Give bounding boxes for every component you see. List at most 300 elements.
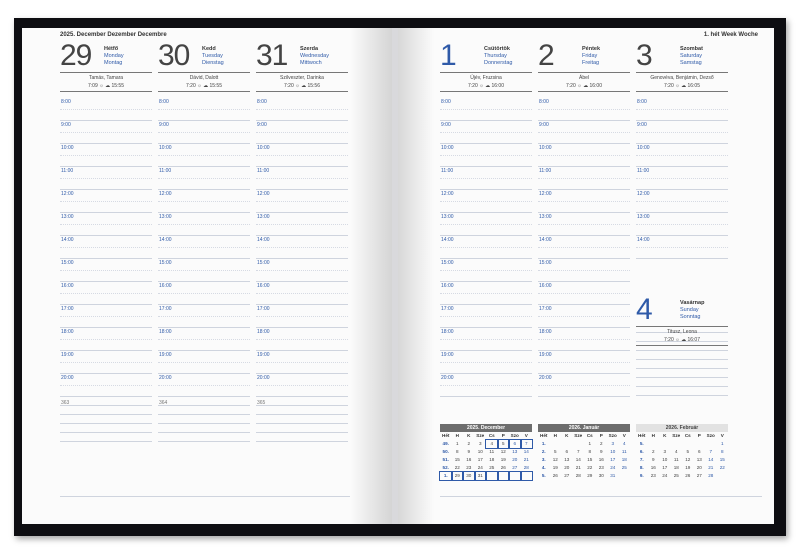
- day-header: [636, 39, 728, 72]
- hour-row[interactable]: [256, 236, 348, 259]
- hour-row[interactable]: [256, 213, 348, 236]
- calendar-day[interactable]: 31: [475, 472, 487, 480]
- calendar-day[interactable]: [498, 472, 510, 480]
- calendar-day[interactable]: [648, 440, 660, 448]
- calendar-day[interactable]: 26: [552, 473, 558, 478]
- half-hour-line: [256, 316, 348, 317]
- hour-row[interactable]: [440, 374, 532, 397]
- hour-row[interactable]: [256, 259, 348, 282]
- calendar-day[interactable]: 49.: [442, 441, 449, 446]
- calendar-day[interactable]: 12: [685, 457, 691, 462]
- hour-label: 12:00: [159, 191, 172, 197]
- calendar-day[interactable]: 7.: [639, 457, 644, 462]
- calendar-weekday: V: [622, 433, 626, 438]
- hour-row[interactable]: [158, 213, 250, 236]
- half-hour-line: [158, 201, 250, 202]
- hour-label: 20:00: [441, 375, 454, 381]
- calendar-day[interactable]: 29: [452, 472, 464, 480]
- hour-row[interactable]: [60, 328, 152, 351]
- left-bottom-line: [60, 496, 350, 497]
- hour-row[interactable]: [636, 213, 728, 236]
- hour-row[interactable]: [440, 144, 532, 167]
- calendar-day[interactable]: 25: [489, 465, 495, 470]
- note-line[interactable]: [636, 351, 728, 360]
- calendar-day[interactable]: 22: [587, 465, 593, 470]
- note-line[interactable]: [158, 433, 250, 442]
- calendar-day[interactable]: 1: [455, 441, 459, 446]
- day-name-en: Thursday: [484, 53, 507, 59]
- half-hour-line: [538, 362, 630, 363]
- note-line[interactable]: [60, 433, 152, 442]
- hour-row[interactable]: [158, 144, 250, 167]
- week-header: 1. hét Week Woche: [703, 32, 758, 38]
- calendar-day[interactable]: 21: [523, 457, 529, 462]
- calendar-day[interactable]: 3.: [541, 457, 546, 462]
- mini-calendar-title: 2026. Január: [538, 424, 630, 432]
- note-line[interactable]: [636, 378, 728, 387]
- calendar-day[interactable]: [509, 472, 521, 480]
- day-names: [104, 46, 124, 67]
- hour-label: 13:00: [637, 214, 650, 220]
- calendar-day[interactable]: 23: [650, 473, 656, 478]
- calendar-day[interactable]: 18: [489, 457, 495, 462]
- calendar-day[interactable]: 22: [454, 465, 460, 470]
- calendar-day[interactable]: 5: [553, 449, 557, 454]
- hour-row[interactable]: [256, 282, 348, 305]
- note-line[interactable]: [60, 415, 152, 424]
- note-line[interactable]: [256, 433, 348, 442]
- hour-row[interactable]: [440, 121, 532, 144]
- calendar-day[interactable]: [521, 472, 533, 480]
- note-line[interactable]: [636, 387, 728, 396]
- hour-row[interactable]: [440, 305, 532, 328]
- hour-row[interactable]: [440, 167, 532, 190]
- half-hour-line: [60, 247, 152, 248]
- half-hour-line: [256, 270, 348, 271]
- calendar-day[interactable]: 18: [673, 465, 679, 470]
- hour-row[interactable]: [256, 121, 348, 144]
- day-name-en: Sunday: [680, 307, 699, 313]
- calendar-day[interactable]: 10: [662, 457, 668, 462]
- calendar-day[interactable]: 4: [674, 449, 678, 454]
- day-column: [636, 39, 728, 259]
- hour-row[interactable]: [60, 305, 152, 328]
- hour-row[interactable]: [60, 144, 152, 167]
- calendar-day[interactable]: 5.: [541, 473, 546, 478]
- calendar-day[interactable]: 17: [662, 465, 668, 470]
- hour-label: 12:00: [61, 191, 74, 197]
- hour-row[interactable]: [60, 259, 152, 282]
- half-hour-line: [60, 316, 152, 317]
- half-hour-line: [440, 132, 532, 133]
- calendar-day[interactable]: 17: [610, 457, 616, 462]
- calendar-weekday: P: [501, 433, 505, 438]
- mini-calendar: [440, 424, 532, 480]
- calendar-day[interactable]: 6: [697, 449, 701, 454]
- day-name-de: Sonntag: [680, 314, 701, 320]
- hour-row[interactable]: [60, 282, 152, 305]
- hour-row[interactable]: [158, 236, 250, 259]
- hour-row[interactable]: [538, 121, 630, 144]
- half-hour-line: [158, 132, 250, 133]
- sunrise-sunset: 7:20 ☼ ☁ 16:07: [636, 337, 728, 346]
- hour-row[interactable]: [60, 167, 152, 190]
- day-names: [202, 46, 224, 67]
- calendar-day[interactable]: 4: [486, 440, 498, 448]
- calendar-day[interactable]: 15: [454, 457, 460, 462]
- hour-label: 17:00: [159, 306, 172, 312]
- calendar-day[interactable]: [694, 440, 706, 448]
- calendar-day[interactable]: 13: [696, 457, 702, 462]
- hour-row[interactable]: [60, 351, 152, 374]
- half-hour-line: [440, 247, 532, 248]
- calendar-day[interactable]: [573, 440, 585, 448]
- hour-row[interactable]: [440, 98, 532, 121]
- calendar-day[interactable]: 20: [696, 465, 702, 470]
- half-hour-line: [256, 385, 348, 386]
- hour-row[interactable]: [60, 121, 152, 144]
- calendar-day[interactable]: 9: [467, 449, 471, 454]
- hour-row[interactable]: [538, 374, 630, 397]
- hour-row[interactable]: [256, 328, 348, 351]
- hour-row[interactable]: [538, 144, 630, 167]
- hour-row[interactable]: [60, 374, 152, 397]
- calendar-day[interactable]: 1: [588, 441, 592, 446]
- hour-row[interactable]: [256, 374, 348, 397]
- hour-row[interactable]: [60, 98, 152, 121]
- calendar-day[interactable]: [717, 472, 729, 480]
- hour-row[interactable]: [60, 213, 152, 236]
- calendar-day[interactable]: 14: [523, 449, 529, 454]
- calendar-day[interactable]: 6: [509, 440, 521, 448]
- day-column: [538, 39, 630, 397]
- calendar-day[interactable]: 2.: [541, 449, 546, 454]
- calendar-weekday: P: [697, 433, 701, 438]
- nameday: Újév, Fruzsina: [440, 72, 532, 83]
- calendar-day[interactable]: 2: [651, 449, 655, 454]
- calendar-day[interactable]: 5: [498, 440, 510, 448]
- hour-row[interactable]: [256, 144, 348, 167]
- calendar-day[interactable]: [561, 440, 573, 448]
- calendar-day[interactable]: 25: [673, 473, 679, 478]
- calendar-day[interactable]: 22: [719, 465, 725, 470]
- hour-row[interactable]: [256, 351, 348, 374]
- day-name-en: Wednesday: [300, 53, 329, 59]
- hour-label: 9:00: [539, 122, 549, 128]
- half-hour-line: [636, 155, 728, 156]
- calendar-day[interactable]: 1.: [440, 472, 452, 480]
- calendar-day[interactable]: 21: [575, 465, 581, 470]
- half-hour-line: [60, 178, 152, 179]
- calendar-day[interactable]: 31: [610, 473, 616, 478]
- hour-label: 14:00: [61, 237, 74, 243]
- hour-row[interactable]: [158, 328, 250, 351]
- hour-row[interactable]: [636, 98, 728, 121]
- calendar-day[interactable]: 17: [477, 457, 483, 462]
- hour-row[interactable]: [158, 98, 250, 121]
- calendar-day[interactable]: 20: [564, 465, 570, 470]
- mini-calendar: [636, 424, 728, 480]
- hour-row[interactable]: [440, 351, 532, 374]
- calendar-day[interactable]: [671, 440, 683, 448]
- calendar-day[interactable]: [619, 472, 631, 480]
- hour-row[interactable]: [636, 121, 728, 144]
- calendar-weekday: Szo: [510, 433, 519, 438]
- calendar-day[interactable]: 12: [500, 449, 506, 454]
- calendar-weekday: Sze: [574, 433, 583, 438]
- hour-row[interactable]: [636, 167, 728, 190]
- calendar-day[interactable]: 4: [622, 441, 626, 446]
- half-hour-line: [440, 293, 532, 294]
- hour-row[interactable]: [538, 167, 630, 190]
- half-hour-line: [538, 224, 630, 225]
- half-hour-line: [60, 293, 152, 294]
- note-line[interactable]: [158, 424, 250, 433]
- calendar-day[interactable]: 8.: [639, 465, 644, 470]
- half-hour-line: [158, 224, 250, 225]
- hour-label: 19:00: [61, 352, 74, 358]
- calendar-day[interactable]: 28: [523, 465, 529, 470]
- mini-calendar-title: 2025. December: [440, 424, 532, 432]
- calendar-day[interactable]: 13: [512, 449, 518, 454]
- hour-row[interactable]: [158, 259, 250, 282]
- calendar-day[interactable]: 10: [610, 449, 616, 454]
- note-line[interactable]: [158, 415, 250, 424]
- day-name-de: Montag: [104, 60, 123, 66]
- calendar-day[interactable]: 24: [477, 465, 483, 470]
- calendar-day[interactable]: 19: [500, 457, 506, 462]
- half-hour-line: [256, 247, 348, 248]
- calendar-day[interactable]: 50.: [442, 449, 449, 454]
- calendar-day[interactable]: 6.: [639, 449, 644, 454]
- calendar-day[interactable]: 5.: [639, 441, 644, 446]
- note-line[interactable]: [256, 424, 348, 433]
- calendar-day[interactable]: 28: [708, 473, 714, 478]
- nameday: Titusz, Leona: [636, 326, 728, 337]
- hour-row[interactable]: [256, 305, 348, 328]
- calendar-day[interactable]: 8: [720, 449, 724, 454]
- calendar-day[interactable]: 6: [565, 449, 569, 454]
- note-line[interactable]: [60, 424, 152, 433]
- calendar-day[interactable]: [659, 440, 671, 448]
- calendar-day[interactable]: 9.: [639, 473, 644, 478]
- calendar-day[interactable]: 23: [466, 465, 472, 470]
- hour-row[interactable]: [538, 236, 630, 259]
- hour-row[interactable]: [158, 282, 250, 305]
- hour-row[interactable]: [256, 190, 348, 213]
- calendar-day[interactable]: 12: [552, 457, 558, 462]
- calendar-day[interactable]: 27: [512, 465, 518, 470]
- note-line[interactable]: [256, 406, 348, 415]
- calendar-day[interactable]: 52.: [442, 465, 449, 470]
- hour-row[interactable]: [440, 259, 532, 282]
- hour-row[interactable]: [60, 190, 152, 213]
- hour-row[interactable]: [538, 282, 630, 305]
- hour-row[interactable]: [158, 121, 250, 144]
- calendar-day[interactable]: 25: [621, 465, 627, 470]
- hour-row[interactable]: [538, 351, 630, 374]
- hour-label: 9:00: [257, 122, 267, 128]
- calendar-day[interactable]: 3: [611, 441, 615, 446]
- hour-label: 16:00: [159, 283, 172, 289]
- hour-label: 14:00: [539, 237, 552, 243]
- calendar-day[interactable]: 1: [720, 441, 724, 446]
- calendar-day[interactable]: [682, 440, 694, 448]
- nameday: Tamás, Tamara: [60, 72, 152, 83]
- calendar-day[interactable]: 30: [598, 473, 604, 478]
- day-name-de: Donnerstag: [484, 60, 513, 66]
- calendar-day[interactable]: 15: [719, 457, 725, 462]
- hour-row[interactable]: [538, 305, 630, 328]
- calendar-day[interactable]: 30: [463, 472, 475, 480]
- hour-row[interactable]: [440, 213, 532, 236]
- calendar-day[interactable]: 20: [512, 457, 518, 462]
- calendar-day[interactable]: [550, 440, 562, 448]
- hour-label: 16:00: [441, 283, 454, 289]
- half-hour-line: [538, 201, 630, 202]
- calendar-day[interactable]: 10: [477, 449, 483, 454]
- hour-row[interactable]: [538, 328, 630, 351]
- half-hour-line: [538, 109, 630, 110]
- note-line[interactable]: [636, 369, 728, 378]
- hour-label: 19:00: [257, 352, 270, 358]
- calendar-weekday: H: [553, 433, 557, 438]
- hour-row[interactable]: [158, 374, 250, 397]
- day-header: [538, 39, 630, 72]
- half-hour-line: [60, 385, 152, 386]
- hour-row[interactable]: [636, 144, 728, 167]
- note-line[interactable]: [636, 360, 728, 369]
- hour-label: 16:00: [61, 283, 74, 289]
- hour-row[interactable]: [538, 213, 630, 236]
- hour-row[interactable]: [158, 305, 250, 328]
- calendar-day[interactable]: 27: [696, 473, 702, 478]
- calendar-day[interactable]: 16: [650, 465, 656, 470]
- calendar-day[interactable]: 2: [599, 441, 603, 446]
- calendar-day[interactable]: 19: [685, 465, 691, 470]
- hour-row[interactable]: [538, 259, 630, 282]
- calendar-day[interactable]: 7: [576, 449, 580, 454]
- day-name-en: Monday: [104, 53, 124, 59]
- calendar-day[interactable]: 3: [478, 441, 482, 446]
- calendar-day[interactable]: 14: [575, 457, 581, 462]
- calendar-day[interactable]: 11: [673, 457, 679, 462]
- half-hour-line: [538, 339, 630, 340]
- hour-row[interactable]: [538, 98, 630, 121]
- calendar-day[interactable]: 8: [455, 449, 459, 454]
- calendar-day[interactable]: 11: [489, 449, 495, 454]
- calendar-day[interactable]: 2: [467, 441, 471, 446]
- calendar-day[interactable]: 18: [621, 457, 627, 462]
- calendar-day[interactable]: 24: [662, 473, 668, 478]
- half-hour-line: [440, 178, 532, 179]
- calendar-day[interactable]: 9: [651, 457, 655, 462]
- calendar-weekday: Cs: [684, 433, 691, 438]
- note-line[interactable]: [256, 415, 348, 424]
- half-hour-line: [440, 362, 532, 363]
- calendar-day[interactable]: 1.: [541, 441, 546, 446]
- calendar-day[interactable]: [705, 440, 717, 448]
- calendar-day[interactable]: 23: [598, 465, 604, 470]
- calendar-weekday: K: [663, 433, 667, 438]
- day-column: [60, 39, 152, 442]
- calendar-weekday: Szo: [608, 433, 617, 438]
- calendar-day[interactable]: 51.: [442, 457, 449, 462]
- calendar-day[interactable]: 26: [500, 465, 506, 470]
- hour-row[interactable]: [158, 167, 250, 190]
- day-column: [440, 39, 532, 397]
- calendar-day[interactable]: 24: [610, 465, 616, 470]
- half-hour-line: [158, 339, 250, 340]
- calendar-day[interactable]: 21: [708, 465, 714, 470]
- hour-row[interactable]: [440, 282, 532, 305]
- calendar-weekday: P: [599, 433, 603, 438]
- hour-row[interactable]: [440, 236, 532, 259]
- hour-row[interactable]: [538, 190, 630, 213]
- half-hour-line: [158, 247, 250, 248]
- hour-label: 14:00: [441, 237, 454, 243]
- calendar-day[interactable]: 19: [552, 465, 558, 470]
- calendar-day[interactable]: [486, 472, 498, 480]
- hour-label: 13:00: [159, 214, 172, 220]
- note-line[interactable]: [60, 406, 152, 415]
- hour-row[interactable]: [158, 351, 250, 374]
- calendar-day[interactable]: 7: [521, 440, 533, 448]
- hour-row[interactable]: [440, 328, 532, 351]
- calendar-day[interactable]: 4.: [541, 465, 546, 470]
- hour-row[interactable]: [60, 236, 152, 259]
- calendar-day[interactable]: 11: [621, 449, 627, 454]
- calendar-day[interactable]: 28: [575, 473, 581, 478]
- calendar-day[interactable]: 29: [587, 473, 593, 478]
- half-hour-line: [538, 270, 630, 271]
- calendar-day[interactable]: 3: [663, 449, 667, 454]
- hour-grid: [60, 98, 152, 397]
- hour-row[interactable]: [256, 98, 348, 121]
- calendar-day[interactable]: 14: [708, 457, 714, 462]
- hour-label: 11:00: [637, 168, 650, 174]
- calendar-day[interactable]: 5: [686, 449, 690, 454]
- hour-row[interactable]: [440, 190, 532, 213]
- hour-label: 13:00: [539, 214, 552, 220]
- calendar-day[interactable]: 13: [564, 457, 570, 462]
- hour-label: 13:00: [61, 214, 74, 220]
- calendar-day[interactable]: 27: [564, 473, 570, 478]
- calendar-day[interactable]: 15: [587, 457, 593, 462]
- calendar-day[interactable]: 7: [709, 449, 713, 454]
- half-hour-line: [440, 201, 532, 202]
- hour-grid: [636, 98, 728, 259]
- day-name-hu: Szerda: [300, 46, 319, 52]
- hour-row[interactable]: [636, 236, 728, 259]
- half-hour-line: [256, 293, 348, 294]
- calendar-day[interactable]: 26: [685, 473, 691, 478]
- calendar-day[interactable]: 16: [598, 457, 604, 462]
- calendar-day[interactable]: 8: [588, 449, 592, 454]
- note-line[interactable]: [158, 406, 250, 415]
- hour-row[interactable]: [158, 190, 250, 213]
- hour-label: 20:00: [539, 375, 552, 381]
- day-name-de: Mittwoch: [300, 60, 322, 66]
- day-names: [300, 46, 329, 67]
- calendar-day[interactable]: 16: [466, 457, 472, 462]
- calendar-day[interactable]: 9: [599, 449, 603, 454]
- hour-row[interactable]: [256, 167, 348, 190]
- hour-row[interactable]: [636, 190, 728, 213]
- hour-label: 20:00: [159, 375, 172, 381]
- calendar-weekday: H: [651, 433, 655, 438]
- month-header: 2025. December Dezember Decembre: [60, 32, 167, 38]
